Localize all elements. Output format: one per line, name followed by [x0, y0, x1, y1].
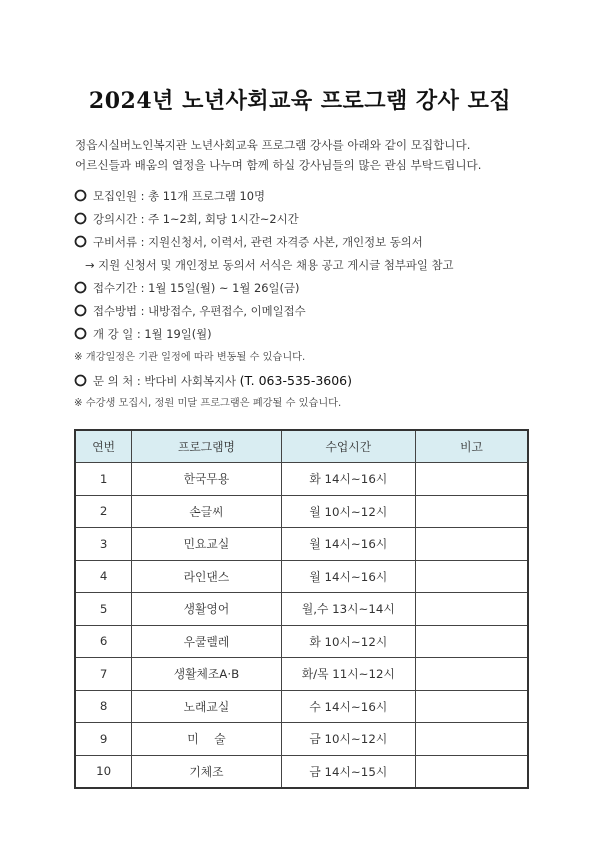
- cell-note: [416, 658, 528, 691]
- info-list: [74, 185, 554, 415]
- cell-program: 기체조: [132, 755, 281, 788]
- info-recruit-text: 모집인원 : 총 11개 프로그램 10명: [93, 189, 265, 203]
- table-row: [75, 723, 528, 756]
- cell-time: 월 14시~16시: [281, 560, 415, 593]
- cell-note: [416, 495, 528, 528]
- info-item-contact: [74, 369, 554, 392]
- cell-program: 생활체조A·B: [132, 658, 281, 691]
- cell-time: 금 14시~15시: [281, 755, 415, 788]
- cell-note: [416, 528, 528, 561]
- circle-bullet-icon: [74, 189, 87, 202]
- cell-no: 4: [75, 560, 132, 593]
- contact-phone: (T. 063-535-3606): [239, 373, 353, 388]
- cell-note: [416, 593, 528, 626]
- cell-program: 한국무용: [132, 463, 281, 496]
- intro-line-2: 어르신들과 배움의 열정을 나누며 함께 하실 강사님들의 많은 관심 부탁드립니다.: [75, 158, 482, 172]
- info-opening-note: ※ 개강일정은 기관 일정에 따라 변동될 수 있습니다.: [74, 352, 306, 363]
- header-time: 수업시간: [281, 430, 415, 463]
- program-table: [74, 429, 529, 789]
- cell-no: 7: [75, 658, 132, 691]
- info-contact-text: 문 의 처 : 박다비 사회복지사: [93, 374, 236, 388]
- cell-time: 수 14시~16시: [281, 690, 415, 723]
- cell-no: 6: [75, 625, 132, 658]
- table-header-row: [75, 430, 528, 463]
- cell-time: 화/목 11시~12시: [281, 658, 415, 691]
- cell-time: 월 14시~16시: [281, 528, 415, 561]
- circle-bullet-icon: [74, 374, 87, 387]
- table-row: [75, 495, 528, 528]
- info-closing-note: ※ 수강생 모집시, 정원 미달 프로그램은 폐강될 수 있습니다.: [74, 398, 342, 409]
- cell-note: [416, 625, 528, 658]
- cell-no: 8: [75, 690, 132, 723]
- table-row: [75, 593, 528, 626]
- circle-bullet-icon: [74, 281, 87, 294]
- cell-program: 손글씨: [132, 495, 281, 528]
- cell-note: [416, 690, 528, 723]
- cell-program: 미 술: [132, 723, 281, 756]
- table-row: [75, 560, 528, 593]
- header-note: 비고: [416, 430, 528, 463]
- info-item-opening: [74, 323, 554, 346]
- cell-note: [416, 723, 528, 756]
- header-program: 프로그램명: [132, 430, 281, 463]
- intro-text: [75, 135, 545, 175]
- table-row: [75, 528, 528, 561]
- cell-time: 화 14시~16시: [281, 463, 415, 496]
- intro-line-1: 정읍시실버노인복지관 노년사회교육 프로그램 강사를 아래와 같이 모집합니다.: [75, 138, 471, 152]
- cell-time: 월 10시~12시: [281, 495, 415, 528]
- info-documents-note: → 지원 신청서 및 개인정보 동의서 서식은 채용 공고 게시글 첨부파일 참고: [85, 258, 454, 272]
- info-opening-text: 개 강 일 : 1월 19일(월): [93, 327, 212, 341]
- info-item-method: [74, 300, 554, 323]
- circle-bullet-icon: [74, 212, 87, 225]
- cell-time: 월,수 13시~14시: [281, 593, 415, 626]
- cell-note: [416, 560, 528, 593]
- cell-note: [416, 755, 528, 788]
- table-row: [75, 463, 528, 496]
- circle-bullet-icon: [74, 304, 87, 317]
- info-item-period: [74, 277, 554, 300]
- info-period-text: 접수기간 : 1월 15일(월) ~ 1월 26일(금): [93, 281, 300, 295]
- cell-program: 민요교실: [132, 528, 281, 561]
- circle-bullet-icon: [74, 327, 87, 340]
- cell-time: 금 10시~12시: [281, 723, 415, 756]
- cell-program: 라인댄스: [132, 560, 281, 593]
- table-row: [75, 755, 528, 788]
- table-row: [75, 690, 528, 723]
- cell-time: 화 10시~12시: [281, 625, 415, 658]
- table-row: [75, 658, 528, 691]
- info-method-text: 접수방법 : 내방접수, 우편접수, 이메일접수: [93, 304, 306, 318]
- cell-no: 1: [75, 463, 132, 496]
- cell-note: [416, 463, 528, 496]
- info-item-lecture-time: [74, 208, 554, 231]
- info-item-recruit: [74, 185, 554, 208]
- info-documents-text: 구비서류 : 지원신청서, 이력서, 관련 자격증 사본, 개인정보 동의서: [93, 235, 423, 249]
- info-lecture-time-text: 강의시간 : 주 1~2회, 회당 1시간~2시간: [93, 212, 299, 226]
- cell-no: 5: [75, 593, 132, 626]
- header-no: 연번: [75, 430, 132, 463]
- info-item-documents: [74, 231, 554, 254]
- cell-no: 2: [75, 495, 132, 528]
- page-title: 2024년 노년사회교육 프로그램 강사 모집: [88, 88, 512, 114]
- cell-no: 10: [75, 755, 132, 788]
- cell-no: 9: [75, 723, 132, 756]
- circle-bullet-icon: [74, 235, 87, 248]
- cell-program: 노래교실: [132, 690, 281, 723]
- cell-program: 생활영어: [132, 593, 281, 626]
- cell-no: 3: [75, 528, 132, 561]
- cell-program: 우쿨렐레: [132, 625, 281, 658]
- table-row: [75, 625, 528, 658]
